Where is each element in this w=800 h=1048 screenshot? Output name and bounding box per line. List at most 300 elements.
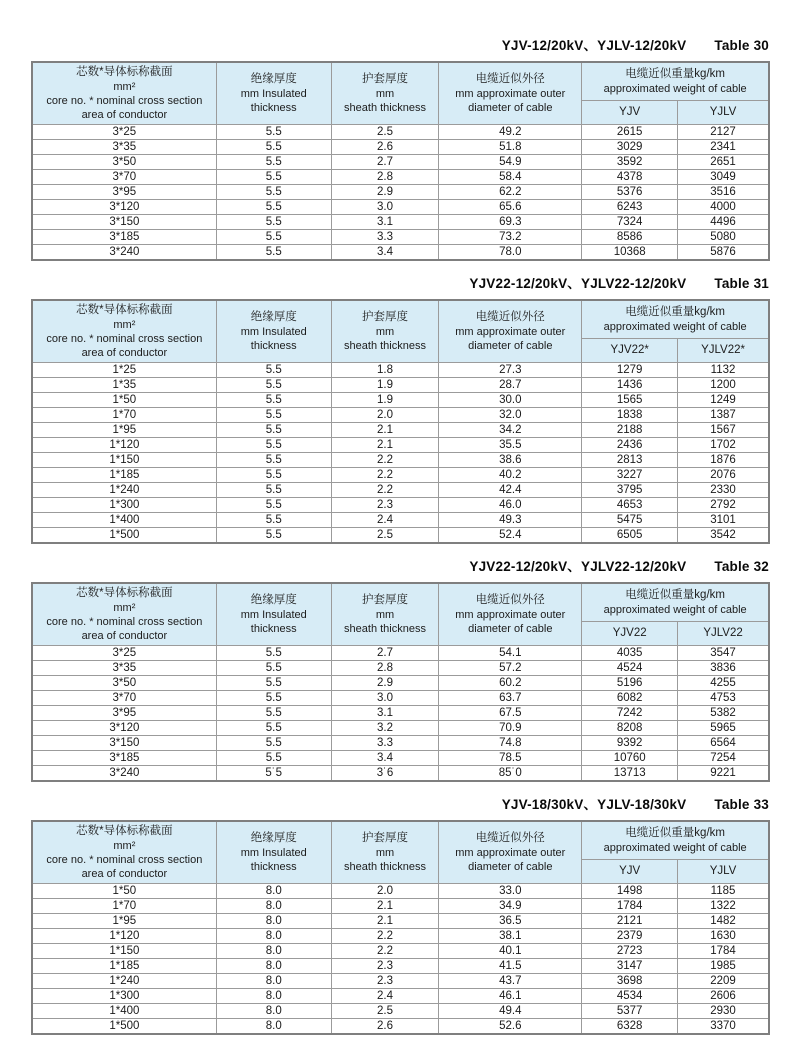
table-cell: 2813: [582, 452, 678, 467]
header-insulated-thickness: [216, 62, 331, 124]
table-cell: 65.6: [439, 199, 582, 214]
table-cell: 5.5: [216, 362, 331, 377]
table-row: [32, 765, 769, 781]
header-weight-group: [582, 821, 769, 860]
table-header: [32, 62, 769, 124]
table-cell: 5.5: [216, 244, 331, 260]
header-insulated-line-en2: thickness: [250, 622, 297, 635]
weight-subcol-1: YJLV22: [678, 622, 769, 646]
table-cell: 5.5: [216, 690, 331, 705]
table-cell: 2.5: [331, 527, 439, 543]
table-row: [32, 139, 769, 154]
table-cell: 1*95: [32, 913, 216, 928]
table-cell: 2436: [582, 437, 678, 452]
header-sheath-thickness: [331, 300, 439, 362]
table-cell: 1876: [678, 452, 769, 467]
table-cell: 33.0: [439, 883, 582, 898]
header-insulated-line-en1: mm Insulated: [240, 87, 307, 100]
table-cell: 2.1: [331, 422, 439, 437]
table-cell: 5080: [678, 229, 769, 244]
table-cell: 2.9: [331, 184, 439, 199]
table-cell: 5965: [678, 720, 769, 735]
table-cell: 42.4: [439, 482, 582, 497]
table-cell: 1*300: [32, 988, 216, 1003]
table-cell: 8.0: [216, 913, 331, 928]
table-cell: 70.9: [439, 720, 582, 735]
header-outer-diameter: [439, 583, 582, 645]
table-cell: 2.0: [331, 883, 439, 898]
table-cell: 1*70: [32, 898, 216, 913]
table-cell: 3*25: [32, 124, 216, 139]
table-title: [31, 34, 769, 54]
header-core-line-en2: area of conductor: [81, 867, 168, 880]
table-cell: 2.1: [331, 898, 439, 913]
table-cell: 41.5: [439, 958, 582, 973]
table-cell: 1.8: [331, 362, 439, 377]
table-cell: 5.5: [216, 750, 331, 765]
table-cell: 5.5: [216, 124, 331, 139]
table-cell: 4534: [582, 988, 678, 1003]
header-weight-line-cn: 电缆近似重量kg/km: [625, 827, 725, 840]
table-cell: 2651: [678, 154, 769, 169]
table-cell: 54.1: [439, 645, 582, 660]
table-cell: 2.2: [331, 467, 439, 482]
table-cell: 3516: [678, 184, 769, 199]
table-body: [32, 362, 769, 543]
table-cell: 1*70: [32, 407, 216, 422]
weight-subcol-0: YJV22: [582, 622, 678, 646]
table-cell: 3*95: [32, 184, 216, 199]
header-core-line-unit: mm²: [113, 80, 136, 93]
table-cell: 4753: [678, 690, 769, 705]
header-sheath-thickness: [331, 821, 439, 883]
table-cell: 1*400: [32, 512, 216, 527]
header-core-line-cn: 芯数*导体标称截面: [76, 824, 173, 837]
header-insulated-thickness: [216, 583, 331, 645]
table-cell: 3029: [582, 139, 678, 154]
cable-spec-table: [31, 820, 770, 1035]
header-sheath-thickness: [331, 62, 439, 124]
table-cell: 1185: [678, 883, 769, 898]
header-insulated-thickness: [216, 821, 331, 883]
table-cell: 1.9: [331, 377, 439, 392]
table-cell: 1.9: [331, 392, 439, 407]
table-cell: 2341: [678, 139, 769, 154]
table-cell: 3˙6: [331, 765, 439, 781]
table-cell: 2.3: [331, 973, 439, 988]
header-outer-diameter: [439, 300, 582, 362]
table-cell: 1*300: [32, 497, 216, 512]
table-cell: 1387: [678, 407, 769, 422]
header-diameter-line-cn: 电缆近似外径: [475, 831, 545, 844]
table-cell: 8.0: [216, 898, 331, 913]
table-header: [32, 821, 769, 883]
weight-subcol-1: YJLV: [678, 860, 769, 884]
header-sheath-line-unit: mm: [375, 87, 395, 100]
table-title: [31, 272, 769, 292]
table-cell: 5.5: [216, 497, 331, 512]
table-cell: 3*25: [32, 645, 216, 660]
table-cell: 2.9: [331, 675, 439, 690]
header-weight-line-cn: 电缆近似重量kg/km: [625, 589, 725, 602]
table-cell: 2.5: [331, 1003, 439, 1018]
table-cell: 1498: [582, 883, 678, 898]
table-cell: 57.2: [439, 660, 582, 675]
header-core-line-en1: core no. * nominal cross section: [46, 332, 203, 345]
header-diameter-line-en2: diameter of cable: [468, 622, 553, 635]
table-row: [32, 362, 769, 377]
cable-spec-table: [31, 582, 770, 782]
table-cell: 40.2: [439, 467, 582, 482]
table-cell: 3795: [582, 482, 678, 497]
table-cell: 34.2: [439, 422, 582, 437]
table-cell: 5.5: [216, 422, 331, 437]
table-cell: 4524: [582, 660, 678, 675]
table-cell: 1132: [678, 362, 769, 377]
table-cell: 40.1: [439, 943, 582, 958]
table-row: [32, 988, 769, 1003]
table-row: [32, 407, 769, 422]
table-cell: 1567: [678, 422, 769, 437]
header-insulated-thickness: [216, 300, 331, 362]
cable-spec-table: [31, 61, 770, 261]
table-row: [32, 913, 769, 928]
table-cell: 1*25: [32, 362, 216, 377]
table-title-model: YJV-12/20kV、YJLV-12/20kV: [501, 38, 687, 53]
table-cell: 6082: [582, 690, 678, 705]
table-cell: 1702: [678, 437, 769, 452]
header-weight-line-en: approximated weight of cable: [603, 82, 747, 95]
table-cell: 38.6: [439, 452, 582, 467]
table-cell: 5.5: [216, 467, 331, 482]
table-row: [32, 214, 769, 229]
table-row: [32, 467, 769, 482]
table-cell: 2.5: [331, 124, 439, 139]
table-cell: 5475: [582, 512, 678, 527]
table-cell: 3*50: [32, 675, 216, 690]
header-core-section: [32, 300, 216, 362]
table-cell: 2.2: [331, 482, 439, 497]
header-diameter-line-en2: diameter of cable: [468, 860, 553, 873]
table-cell: 6564: [678, 735, 769, 750]
table-cell: 2.6: [331, 1018, 439, 1034]
header-diameter-line-en2: diameter of cable: [468, 339, 553, 352]
header-outer-diameter: [439, 62, 582, 124]
header-insulated-line-en1: mm Insulated: [240, 846, 307, 859]
table-row: [32, 1018, 769, 1034]
header-sheath-line-unit: mm: [375, 325, 395, 338]
table-cell: 3*240: [32, 244, 216, 260]
table-cell: 8208: [582, 720, 678, 735]
header-core-section: [32, 583, 216, 645]
table-cell: 3*185: [32, 229, 216, 244]
table-row: [32, 169, 769, 184]
header-diameter-line-en1: mm approximate outer: [455, 325, 566, 338]
table-cell: 85˙0: [439, 765, 582, 781]
cable-table-block: [31, 34, 770, 261]
table-cell: 1*500: [32, 1018, 216, 1034]
table-cell: 58.4: [439, 169, 582, 184]
header-sheath-line-unit: mm: [375, 846, 395, 859]
table-row: [32, 527, 769, 543]
header-sheath-line-cn: 护套厚度: [362, 73, 409, 86]
table-row: [32, 124, 769, 139]
weight-subcol-1: YJLV: [678, 101, 769, 125]
table-cell: 3147: [582, 958, 678, 973]
table-cell: 2209: [678, 973, 769, 988]
table-cell: 5.5: [216, 169, 331, 184]
table-cell: 2.1: [331, 913, 439, 928]
table-title-model: YJV22-12/20kV、YJLV22-12/20kV: [469, 275, 687, 291]
table-cell: 3592: [582, 154, 678, 169]
table-cell: 1985: [678, 958, 769, 973]
header-sheath-line-cn: 护套厚度: [362, 831, 409, 844]
table-cell: 2.3: [331, 497, 439, 512]
table-cell: 2606: [678, 988, 769, 1003]
header-weight-group: [582, 62, 769, 101]
header-diameter-line-cn: 电缆近似外径: [475, 73, 545, 86]
table-title-model: YJV22-12/20kV、YJLV22-12/20kV: [469, 558, 687, 574]
table-cell: 3*95: [32, 705, 216, 720]
table-cell: 60.2: [439, 675, 582, 690]
table-cell: 2723: [582, 943, 678, 958]
table-row: [32, 244, 769, 260]
header-core-line-cn: 芯数*导体标称截面: [76, 66, 173, 78]
table-cell: 3*120: [32, 720, 216, 735]
table-cell: 2.2: [331, 452, 439, 467]
table-row: [32, 512, 769, 527]
cable-spec-table: [31, 299, 770, 544]
table-cell: 5.5: [216, 199, 331, 214]
table-cell: 1*150: [32, 943, 216, 958]
table-cell: 3*120: [32, 199, 216, 214]
table-cell: 8.0: [216, 1003, 331, 1018]
table-row: [32, 973, 769, 988]
table-cell: 51.8: [439, 139, 582, 154]
table-cell: 2792: [678, 497, 769, 512]
table-title-label: Table 33: [714, 796, 769, 812]
table-cell: 5196: [582, 675, 678, 690]
table-cell: 10760: [582, 750, 678, 765]
table-cell: 1838: [582, 407, 678, 422]
table-cell: 1279: [582, 362, 678, 377]
header-weight-group: [582, 583, 769, 622]
table-cell: 4255: [678, 675, 769, 690]
weight-subcol-1: YJLV22*: [678, 339, 769, 363]
table-cell: 5.5: [216, 437, 331, 452]
table-cell: 3*185: [32, 750, 216, 765]
table-cell: 43.7: [439, 973, 582, 988]
header-core-line-en1: core no. * nominal cross section: [46, 615, 203, 628]
header-sheath-line-cn: 护套厚度: [362, 310, 409, 323]
table-row: [32, 497, 769, 512]
header-core-line-en1: core no. * nominal cross section: [46, 853, 203, 866]
table-cell: 5.5: [216, 407, 331, 422]
table-row: [32, 943, 769, 958]
table-cell: 1565: [582, 392, 678, 407]
header-core-section: [32, 821, 216, 883]
table-cell: 3.1: [331, 705, 439, 720]
table-cell: 1*400: [32, 1003, 216, 1018]
table-cell: 5.5: [216, 720, 331, 735]
table-header: [32, 583, 769, 645]
table-cell: 3*50: [32, 154, 216, 169]
table-row: [32, 1003, 769, 1018]
table-cell: 1*50: [32, 883, 216, 898]
table-cell: 1436: [582, 377, 678, 392]
table-row: [32, 482, 769, 497]
table-row: [32, 690, 769, 705]
table-cell: 2121: [582, 913, 678, 928]
header-sheath-line-unit: mm: [375, 608, 395, 621]
table-cell: 5.5: [216, 214, 331, 229]
table-cell: 3.3: [331, 229, 439, 244]
table-cell: 2127: [678, 124, 769, 139]
table-cell: 3.0: [331, 199, 439, 214]
table-row: [32, 154, 769, 169]
table-row: [32, 392, 769, 407]
header-sheath-line-en: sheath thickness: [344, 101, 426, 114]
table-cell: 2330: [678, 482, 769, 497]
table-cell: 3*240: [32, 765, 216, 781]
table-cell: 5.5: [216, 660, 331, 675]
table-row: [32, 675, 769, 690]
table-row: [32, 184, 769, 199]
table-cell: 3*35: [32, 139, 216, 154]
header-sheath-line-en: sheath thickness: [344, 622, 426, 635]
table-cell: 7254: [678, 750, 769, 765]
table-cell: 8.0: [216, 1018, 331, 1034]
table-cell: 38.1: [439, 928, 582, 943]
table-title-label: Table 31: [714, 275, 769, 291]
header-insulated-line-en2: thickness: [250, 339, 297, 352]
table-cell: 8.0: [216, 883, 331, 898]
table-cell: 5.5: [216, 645, 331, 660]
table-cell: 5.5: [216, 154, 331, 169]
table-cell: 10368: [582, 244, 678, 260]
table-cell: 1*120: [32, 437, 216, 452]
table-row: [32, 883, 769, 898]
table-cell: 3.4: [331, 750, 439, 765]
table-row: [32, 437, 769, 452]
weight-subcol-0: YJV: [582, 101, 678, 125]
table-row: [32, 660, 769, 675]
header-weight-line-en: approximated weight of cable: [603, 841, 747, 854]
table-cell: 5876: [678, 244, 769, 260]
weight-subcol-0: YJV: [582, 860, 678, 884]
header-sheath-line-en: sheath thickness: [344, 339, 426, 352]
header-diameter-line-en2: diameter of cable: [468, 101, 553, 114]
header-weight-line-en: approximated weight of cable: [603, 320, 747, 333]
table-cell: 3*35: [32, 660, 216, 675]
table-cell: 2930: [678, 1003, 769, 1018]
table-cell: 3542: [678, 527, 769, 543]
table-cell: 9221: [678, 765, 769, 781]
table-cell: 1482: [678, 913, 769, 928]
table-cell: 8.0: [216, 973, 331, 988]
table-cell: 54.9: [439, 154, 582, 169]
header-weight-line-cn: 电缆近似重量kg/km: [625, 306, 725, 319]
header-insulated-line-cn: 绝缘厚度: [250, 73, 297, 86]
table-cell: 7324: [582, 214, 678, 229]
header-core-line-unit: mm²: [113, 839, 136, 852]
table-title-label: Table 30: [714, 38, 769, 53]
table-cell: 28.7: [439, 377, 582, 392]
header-diameter-line-cn: 电缆近似外径: [475, 593, 545, 606]
table-cell: 5.5: [216, 452, 331, 467]
table-cell: 3.3: [331, 735, 439, 750]
table-cell: 78.5: [439, 750, 582, 765]
table-cell: 2.7: [331, 154, 439, 169]
cable-table-block: [31, 555, 770, 782]
table-cell: 73.2: [439, 229, 582, 244]
table-cell: 46.1: [439, 988, 582, 1003]
header-core-line-cn: 芯数*导体标称截面: [76, 586, 173, 599]
table-cell: 2.8: [331, 169, 439, 184]
header-sheath-line-cn: 护套厚度: [362, 593, 409, 606]
table-cell: 3836: [678, 660, 769, 675]
table-cell: 36.5: [439, 913, 582, 928]
table-row: [32, 735, 769, 750]
header-diameter-line-cn: 电缆近似外径: [475, 310, 545, 323]
table-cell: 5.5: [216, 139, 331, 154]
table-row: [32, 199, 769, 214]
table-cell: 1*95: [32, 422, 216, 437]
table-cell: 6505: [582, 527, 678, 543]
table-cell: 74.8: [439, 735, 582, 750]
header-diameter-line-en1: mm approximate outer: [455, 846, 566, 859]
table-cell: 1784: [582, 898, 678, 913]
table-cell: 5382: [678, 705, 769, 720]
table-cell: 5.5: [216, 527, 331, 543]
table-cell: 1*120: [32, 928, 216, 943]
catalog-page: [31, 0, 770, 1035]
header-sheath-line-en: sheath thickness: [344, 860, 426, 873]
table-cell: 5377: [582, 1003, 678, 1018]
header-core-line-cn: 芯数*导体标称截面: [76, 303, 173, 316]
table-cell: 3370: [678, 1018, 769, 1034]
table-cell: 3*150: [32, 735, 216, 750]
header-core-section: [32, 62, 216, 124]
table-row: [32, 898, 769, 913]
header-weight-group: [582, 300, 769, 339]
cable-table-block: [31, 272, 770, 544]
table-cell: 1784: [678, 943, 769, 958]
table-cell: 3*70: [32, 690, 216, 705]
table-cell: 35.5: [439, 437, 582, 452]
table-cell: 2.8: [331, 660, 439, 675]
table-row: [32, 750, 769, 765]
table-cell: 2076: [678, 467, 769, 482]
table-cell: 27.3: [439, 362, 582, 377]
table-cell: 78.0: [439, 244, 582, 260]
header-core-line-en2: area of conductor: [81, 346, 168, 359]
header-core-line-en2: area of conductor: [81, 629, 168, 642]
header-weight-line-cn: 电缆近似重量kg/km: [625, 68, 725, 81]
table-cell: 8.0: [216, 958, 331, 973]
table-cell: 5.5: [216, 482, 331, 497]
table-cell: 8.0: [216, 943, 331, 958]
table-cell: 30.0: [439, 392, 582, 407]
table-cell: 1*240: [32, 482, 216, 497]
header-insulated-line-cn: 绝缘厚度: [250, 831, 297, 844]
table-row: [32, 645, 769, 660]
table-cell: 1*150: [32, 452, 216, 467]
table-cell: 69.3: [439, 214, 582, 229]
header-insulated-line-en2: thickness: [250, 101, 297, 114]
table-row: [32, 705, 769, 720]
header-core-line-en1: core no. * nominal cross section: [46, 94, 203, 107]
